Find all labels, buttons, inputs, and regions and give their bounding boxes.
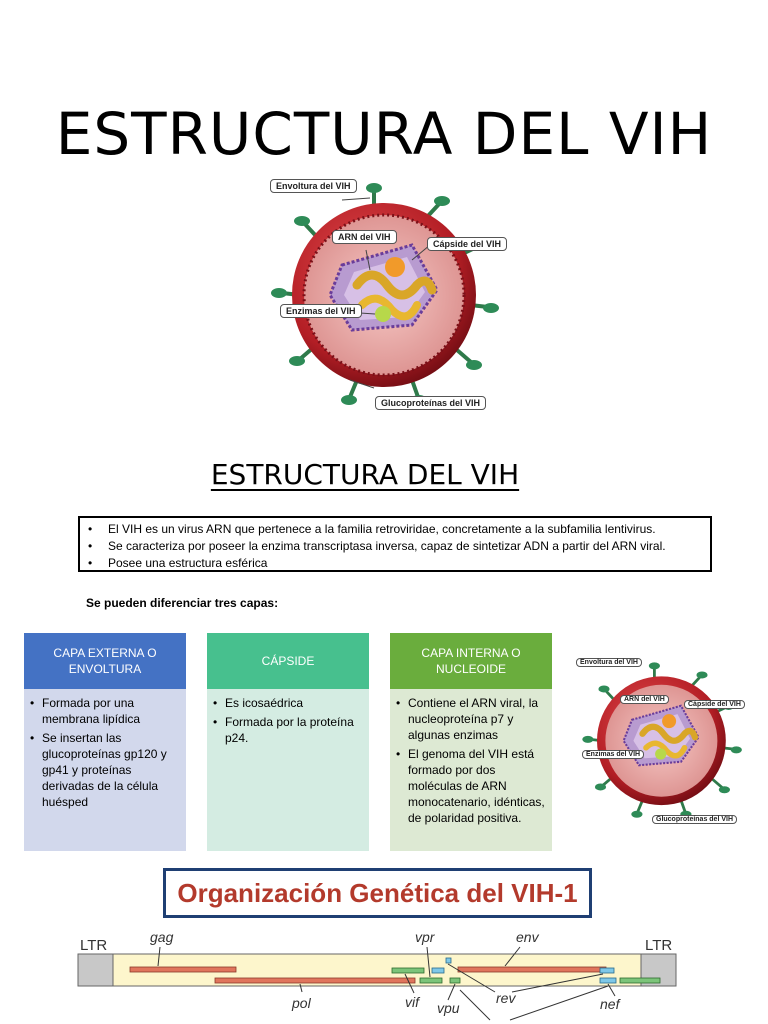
label-vif: vif xyxy=(405,994,419,1010)
gene-vpu-bar xyxy=(450,978,460,983)
label-envoltura: Envoltura del VIH xyxy=(270,179,357,193)
label-gag: gag xyxy=(150,929,174,945)
layer-column-outer xyxy=(24,633,186,851)
summary-item: • El VIH es un virus ARN que pertenece a la familia retroviridae, concretamente a la subfamilia lentivirus. xyxy=(86,521,710,538)
gene-env-bar xyxy=(458,967,606,972)
label-pol: pol xyxy=(292,995,311,1011)
label-vpu: vpu xyxy=(437,1000,460,1016)
layer-body xyxy=(207,689,369,851)
gene-tat-exon2 xyxy=(600,978,616,983)
summary-box xyxy=(78,516,712,572)
ltr-left-box xyxy=(78,954,113,986)
summary-item: • Posee una estructura esférica xyxy=(86,555,710,572)
label-envoltura-small: Envoltura del VIH xyxy=(576,658,642,667)
page-title: ESTRUCTURA DEL VIH xyxy=(55,100,713,168)
virus-diagram-large xyxy=(262,175,512,420)
label-glucoproteinas-small: Glucoproteínas del VIH xyxy=(652,815,737,824)
gene-rev-exon1 xyxy=(446,958,451,963)
label-enzimas-small: Enzimas del VIH xyxy=(582,750,644,759)
layer-header: CAPA INTERNA O NUCLEOIDE xyxy=(390,633,552,689)
label-nef: nef xyxy=(600,996,620,1012)
virus-illustration xyxy=(262,175,512,420)
layers-intro: Se pueden diferenciar tres capas: xyxy=(86,596,279,610)
label-vpr: vpr xyxy=(415,929,435,945)
gene-vpr-bar xyxy=(420,978,442,983)
gene-nef-bar xyxy=(620,978,660,983)
genetic-title: Organización Genética del VIH-1 xyxy=(177,877,578,908)
summary-item: • Se caracteriza por poseer la enzima transcriptasa inversa, capaz de sintetizar ADN a partir del ARN viral. xyxy=(86,538,710,555)
genome-map xyxy=(0,920,768,1024)
layer-item: • El genoma del VIH está formado por dos moléculas de ARN monocatenario, idénticas, de polaridad positiva. xyxy=(396,746,546,826)
gene-vif-bar xyxy=(392,968,424,973)
label-ltr-right: LTR xyxy=(645,937,673,954)
layer-header: CÁPSIDE xyxy=(207,633,369,689)
layer-item: • Formada por una membrana lipídica xyxy=(30,695,180,727)
virus-diagram-small xyxy=(576,655,751,830)
label-env: env xyxy=(516,929,539,945)
label-glucoproteinas: Glucoproteínas del VIH xyxy=(375,396,486,410)
layer-column-capside xyxy=(207,633,369,851)
label-enzimas: Enzimas del VIH xyxy=(280,304,362,318)
section-title: ESTRUCTURA DEL VIH xyxy=(210,458,520,491)
layer-column-inner xyxy=(390,633,552,851)
gene-rev-exon2 xyxy=(600,968,614,973)
gene-gag-bar xyxy=(130,967,236,972)
label-capside: Cápside del VIH xyxy=(427,237,507,251)
label-rev: rev xyxy=(496,990,516,1006)
virus-illustration-small xyxy=(576,655,751,830)
layer-item: • Contiene el ARN viral, la nucleoproteína p7 y algunas enzimas xyxy=(396,695,546,743)
layer-item: • Formada por la proteína p24. xyxy=(213,714,363,746)
layer-header: CAPA EXTERNA O ENVOLTURA xyxy=(24,633,186,689)
gene-pol-bar xyxy=(215,978,415,983)
layer-body xyxy=(24,689,186,851)
label-arn-small: ARN del VIH xyxy=(620,695,669,704)
label-arn: ARN del VIH xyxy=(332,230,397,244)
genetic-title-box xyxy=(163,868,592,918)
gene-tat-bar xyxy=(432,968,444,973)
summary-list xyxy=(86,521,710,572)
label-capside-small: Cápside del VIH xyxy=(684,700,745,709)
layer-item: • Es icosaédrica xyxy=(213,695,363,711)
label-ltr-left: LTR xyxy=(80,937,108,954)
layer-item: • Se insertan las glucoproteínas gp120 y gp41 y proteínas derivadas de la célula huésped xyxy=(30,730,180,810)
layer-body xyxy=(390,689,552,851)
